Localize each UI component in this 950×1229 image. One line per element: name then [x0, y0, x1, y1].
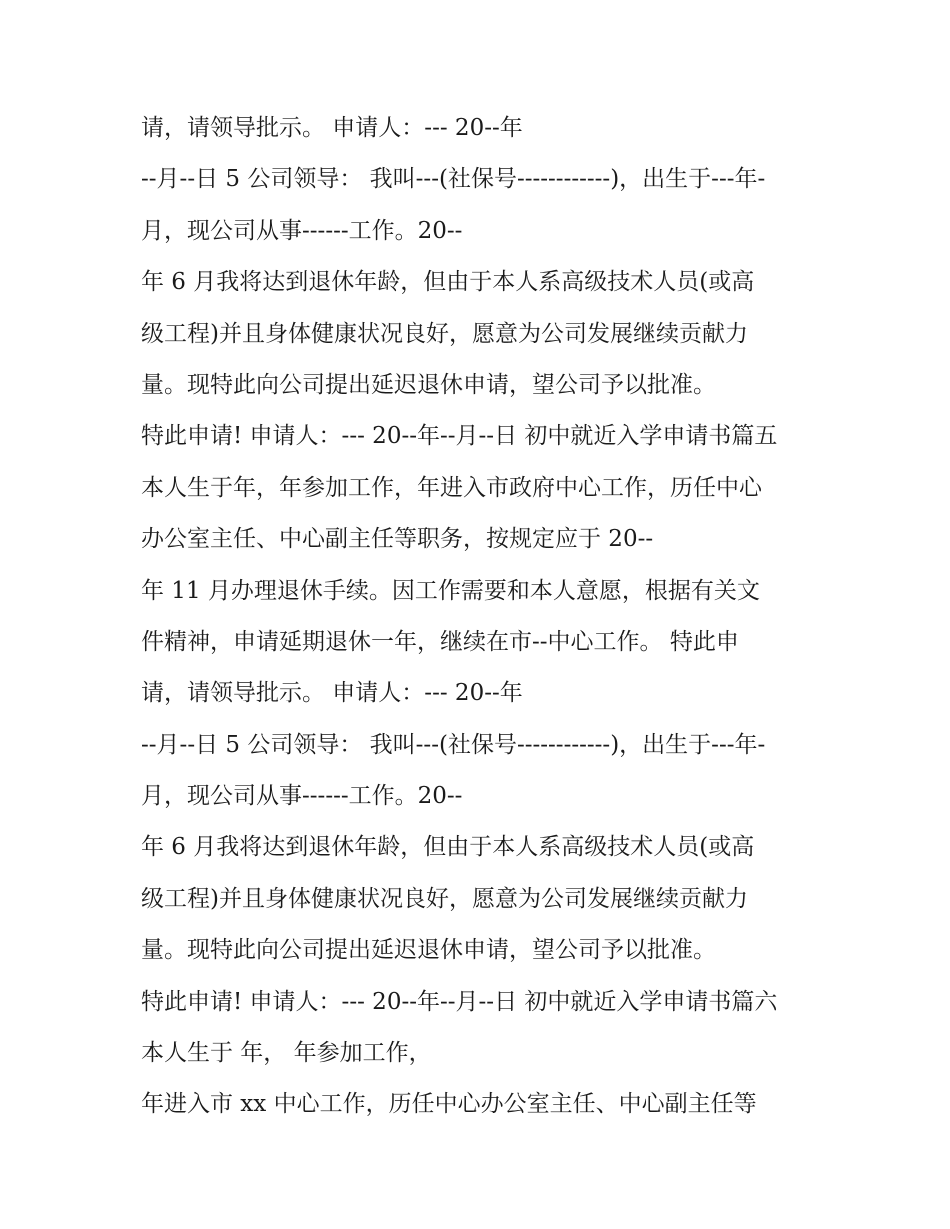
text-line: 年进入市 xx 中心工作，历任中心办公室主任、中心副主任等: [141, 1091, 757, 1118]
text-line: 级工程)并且身体健康状况良好，愿意为公司发展继续贡献力: [141, 320, 748, 347]
text-line: 请，请领导批示。 申请人：--- 20--年: [141, 680, 523, 707]
text-line: 月，现公司从事------工作。20--: [141, 217, 463, 244]
text-line: 请，请领导批示。 申请人：--- 20--年: [141, 115, 523, 141]
text-line: 特此申请! 申请人：--- 20--年--月--日 初中就近入学申请书篇六: [141, 988, 778, 1015]
text-line: 本人生于 年， 年参加工作，: [141, 1040, 432, 1067]
text-line: 月，现公司从事------工作。20--: [141, 783, 463, 810]
text-line: 特此申请! 申请人：--- 20--年--月--日 初中就近入学申请书篇五: [141, 423, 778, 450]
text-line: --月--日 5 公司领导： 我叫---(社保号------------)，出生于---年-: [141, 166, 766, 193]
document-body: [141, 103, 831, 1131]
text-line: 量。现特此向公司提出延迟退休申请，望公司予以批准。: [141, 937, 716, 964]
text-line: 级工程)并且身体健康状况良好，愿意为公司发展继续贡献力: [141, 885, 748, 912]
text-line: 本人生于年，年参加工作，年进入市政府中心工作，历任中心: [141, 474, 762, 501]
text-line: 件精神，申请延期退休一年，继续在市--中心工作。 特此申: [141, 628, 739, 655]
text-line: 年 11 月办理退休手续。因工作需要和本人意愿，根据有关文: [141, 577, 760, 604]
text-line: 量。现特此向公司提出延迟退休申请，望公司予以批准。: [141, 371, 716, 398]
text-line: 办公室主任、中心副主任等职务，按规定应于 20--: [141, 526, 654, 553]
text-line: 年 6 月我将达到退休年龄，但由于本人系高级技术人员(或高: [141, 834, 755, 861]
text-line: --月--日 5 公司领导： 我叫---(社保号------------)，出生于---年-: [141, 731, 766, 758]
text-line: 年 6 月我将达到退休年龄，但由于本人系高级技术人员(或高: [141, 269, 755, 296]
